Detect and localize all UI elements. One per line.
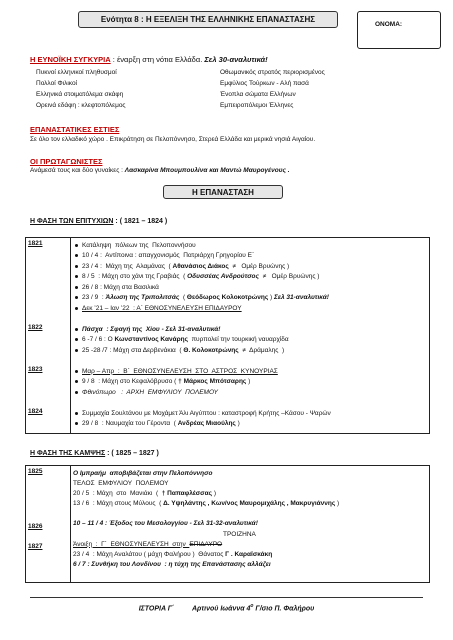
- event-text: ): [235, 420, 240, 427]
- event-text: Δεκ ’21 – Ιαν ’22 : Α΄ ΕΘΝΟΣΥΝΕΛΕΥΣΗ ΕΠΙΔΑΥΡΟΥ: [82, 304, 242, 312]
- event-item: [73, 303, 242, 313]
- year-label: 1823: [28, 366, 43, 373]
- year-label: 1821: [28, 240, 43, 247]
- event-item: [73, 498, 339, 508]
- event-text: 23 / 4 : Μάχη Αναλάτου ( μάχη Φαλήρου ) Θάνατος: [73, 550, 226, 558]
- event-text: ≠ Ομέρ Βρυώνης ): [228, 262, 290, 270]
- year-label: 1824: [28, 408, 43, 415]
- revolution-title-text: Η ΕΠΑΝΑΣΤΑΣΗ: [192, 187, 254, 197]
- event-text: Μαρ – Απρ : Β΄ ΕΘΝΟΣΥΝΕΛΕΥΣΗ ΣΤΟ ΑΣΤΡΟΣ ΚΥΝΟΥΡΙΑΣ: [82, 367, 278, 375]
- phase1-events: [73, 238, 427, 433]
- event-item: [73, 408, 331, 418]
- event-text: Γ . Καραϊσκάκη: [225, 550, 273, 558]
- year-label: 1825: [28, 468, 43, 475]
- unit-title-text: Ενότητα 8 : Η ΕΞΕΛΙΞΗ ΤΗΣ ΕΛΛΗΝΙΚΗΣ ΕΠΑΝΑΣΤΑΣΗΣ: [100, 15, 316, 24]
- bullet-icon: [75, 328, 78, 331]
- event-item: [73, 468, 212, 478]
- phase1-dates: : ( 1821 – 1824 ): [113, 218, 168, 225]
- protagonists-heading: ΟΙ ΠΡΩΤΑΓΩΝΙΣΤΕΣ: [30, 157, 103, 166]
- event-text: ): [246, 378, 251, 385]
- event-text: Θεόδωρος Κολοκοτρώνης: [186, 294, 269, 301]
- conditions-heading: Η ΕΥΝΟΪΚΗ ΣΥΓΚΥΡΙΑ: [30, 55, 111, 64]
- protagonists-line: [30, 167, 290, 174]
- event-text: ΕΠΙΔΑΥΡΟ: [189, 540, 223, 548]
- bullet-icon: [75, 338, 78, 341]
- event-text: Άνοιξη : Γ΄ ΕΘΝΟΣΥΝΕΛΕΥΣΗ στην: [73, 540, 190, 548]
- event-item: [73, 282, 159, 292]
- phase1-heading: Η ΦΑΣΗ ΤΩΝ ΕΠΙΤΥΧΙΩΝ: [30, 218, 114, 225]
- event-text: Ο Ιμπραήμ αποβιβάζεται στην Πελοπόννησο: [73, 469, 213, 477]
- event-text: 13 / 6 : Μάχη στους Μύλους (: [73, 499, 164, 507]
- event-item: [73, 251, 254, 261]
- bullet-icon: [75, 307, 78, 310]
- bullet-icon: [75, 296, 78, 299]
- unit-title: [78, 11, 338, 28]
- year-column-divider: [70, 238, 71, 433]
- event-text: 23 / 9 :: [82, 294, 106, 301]
- condition-item: Ελληνικά στοιματόλεμα σκάφη: [36, 91, 124, 98]
- event-text: 26 / 8 : Μάχη στα Βασιλικά: [82, 283, 159, 291]
- event-item: [73, 335, 289, 345]
- event-text: 6 / 7 : Συνθήκη του Λονδίνου : η τύχη της Επανάστασης αλλάζει: [73, 560, 271, 568]
- event-text: Συμμαχία Σουλτάνου με Μοχάμετ Άλι Αιγύπτου : καταστροφή Κρήτης –Κάσου - Ψαρών: [82, 409, 331, 417]
- event-text: Κατάληψη πόλεων της Πελοποννήσου: [82, 241, 196, 249]
- event-item: [73, 559, 271, 569]
- event-text: Ανδρέας Μιαούλης: [177, 420, 236, 427]
- phase2-dates: : ( 1825 – 1827 ): [105, 450, 159, 457]
- event-text: πυρπολεί την τουρκική ναυαρχίδα: [187, 336, 289, 343]
- bullet-icon: [75, 370, 78, 373]
- year-column-divider: [70, 466, 71, 582]
- event-text: 29 / 8 : Ναυμαχία του Γέροντα (: [82, 420, 178, 427]
- event-text: ): [268, 294, 275, 301]
- revolution-title: [163, 185, 283, 199]
- bullet-icon: [75, 380, 78, 383]
- bullet-icon: [75, 254, 78, 257]
- bullet-icon: [75, 265, 78, 268]
- centers-heading: ΕΠΑΝΑΣΤΑΤΙΚΕΣ ΕΣΤΙΕΣ: [30, 125, 120, 134]
- event-item: [73, 549, 272, 559]
- event-item: [73, 377, 250, 387]
- condition-item: Εμπειροπόλεμοι Έλληνες: [220, 102, 294, 109]
- event-text: Αθανάσιος Διάκος: [172, 262, 229, 270]
- footer-school: Γ/σιο Π. Φαλήρου: [253, 605, 315, 613]
- event-text: 23 / 4 : Μάχη της Αλαμάνας (: [82, 262, 173, 270]
- event-text: Άλωση της Τριπολιτσάς: [105, 294, 180, 301]
- conditions-right-list: [220, 67, 325, 111]
- footer-subject: ΙΣΤΟΡΙΑ Γ΄: [138, 605, 175, 613]
- condition-item: Ένοπλα σώματα Ελλήνων: [220, 91, 296, 98]
- event-text: ΤΡΟΙΖΗΝΑ: [223, 530, 256, 538]
- event-text: Δ. Υψηλάντης , Κων/νος Μαυρομιχάλης , Μακρυγιάννης: [163, 499, 336, 507]
- footer-divider: [30, 597, 423, 598]
- phase1-table: [25, 237, 430, 434]
- event-text: Οδυσσέας Ανδρούτσος: [187, 273, 259, 280]
- condition-item: Πυκνοί ελληνικοί πληθυσμοί: [36, 69, 117, 76]
- event-item: [73, 539, 222, 549]
- bullet-icon: [75, 349, 78, 352]
- event-text: ΤΕΛΟΣ ΕΜΦΥΛΙΟΥ ΠΟΛΕΜΟΥ: [73, 479, 169, 487]
- event-item: [73, 488, 216, 498]
- footer-sup: ο: [250, 603, 254, 609]
- event-text: Πάσχα : Σφαγή της Χίου - Σελ 31-αναλυτικά!: [82, 325, 221, 333]
- event-text: Κωνσταντίνος Κανάρης: [114, 336, 188, 343]
- condition-item: Πολλοί Φιλικοί: [36, 80, 78, 87]
- year-label: 1822: [28, 324, 43, 331]
- event-item: [73, 366, 278, 376]
- event-text: 10 / 4 : Αντίποινα : απαγχονισμός Πατριάρχη Γρηγορίου Ε΄: [82, 252, 255, 259]
- event-item: [73, 261, 289, 271]
- event-text: † Μάρκος Μπότσαρης: [178, 378, 247, 385]
- phase2-heading: Η ΦΑΣΗ ΤΗΣ ΚΑΜΨΗΣ: [30, 450, 106, 457]
- event-item: [73, 324, 220, 334]
- event-text: 25 -28 /7 : Μάχη στα Δερβενάκια (: [82, 346, 184, 354]
- event-text: Φθινόπωρο : ΑΡΧΗ ΕΜΦΥΛΙΟΥ ΠΟΛΕΜΟΥ: [82, 388, 219, 396]
- phase2-table: [25, 465, 430, 583]
- footer: [0, 603, 453, 612]
- year-label: 1826: [28, 523, 43, 530]
- event-text: 8 / 5 : Μάχη στο χάνι της Γραβιάς (: [82, 273, 188, 280]
- phase2-heading-line: [30, 450, 159, 457]
- conditions-intro: : έναρξη στη νότια Ελλάδα.: [110, 55, 205, 64]
- name-label: ΟΝΟΜΑ:: [375, 21, 403, 28]
- event-text: ≠ Ομέρ Βρυώνης ): [259, 273, 320, 280]
- bullet-icon: [75, 391, 78, 394]
- event-text: (: [179, 294, 187, 301]
- conditions-left-list: [36, 67, 126, 111]
- phase2-events: [73, 466, 427, 582]
- event-text: ): [335, 499, 340, 507]
- event-item: [73, 387, 218, 397]
- event-text: 10 – 11 / 4 : Έξοδος του Μεσολογγίου - Σελ 31-32-αναλυτικά!: [73, 519, 258, 527]
- event-text: 6 -7 / 6 : Ο: [82, 336, 115, 343]
- year-label: 1827: [28, 543, 43, 550]
- conditions-heading-line: [30, 55, 268, 64]
- protagonists-text: Ανάμεσά τους και δύο γυναίκες :: [30, 167, 125, 174]
- centers-text: Σε όλο τον ελλαδικό χώρο . Επικράτηση σε Πελοπόννησο, Στερεά Ελλάδα και μερικά νησιά Αιγαίου.: [30, 136, 316, 143]
- bullet-icon: [75, 275, 78, 278]
- conditions-ref: Σελ 30-αναλυτικά!: [204, 55, 268, 64]
- condition-item: Ορεινά εδάφη : κλεφτοπόλεμος: [36, 102, 126, 109]
- event-text: † Παπαφλέσσας: [161, 489, 213, 497]
- name-box[interactable]: [357, 11, 441, 49]
- phase1-heading-line: [30, 218, 167, 225]
- event-item: [73, 293, 329, 303]
- event-item: [73, 240, 196, 250]
- bullet-icon: [75, 422, 78, 425]
- protagonists-names: Λασκαρίνα Μπουμπουλίνα και Μαντώ Μαυρογένους .: [124, 167, 290, 174]
- event-item: [73, 345, 284, 355]
- event-text: ): [212, 489, 216, 497]
- event-text: 9 / 8 : Μάχη στο Κεφαλόβρυσο (: [82, 378, 179, 385]
- event-text: ≠ Δράμαλης ): [238, 346, 285, 354]
- event-item: [73, 419, 240, 429]
- bullet-icon: [75, 244, 78, 247]
- bullet-icon: [75, 412, 78, 415]
- event-text: Θ. Κολοκοτρώνης: [183, 346, 239, 354]
- event-text: 20 / 5 : Μάχη στο Μανιάκι (: [73, 489, 162, 497]
- event-item: [223, 529, 256, 539]
- condition-item: Εμφύλιος Τούρκων - Αλή πασά: [220, 80, 309, 87]
- event-item: [73, 518, 258, 528]
- footer-author: Αρτινού Ιωάννα 4: [191, 605, 251, 613]
- bullet-icon: [75, 286, 78, 289]
- event-item: [73, 272, 319, 282]
- condition-item: Οθωμανικός στρατός περιορισμένος: [220, 69, 325, 76]
- event-text: Σελ 31-αναλυτικά!: [274, 294, 329, 301]
- event-item: [73, 478, 169, 488]
